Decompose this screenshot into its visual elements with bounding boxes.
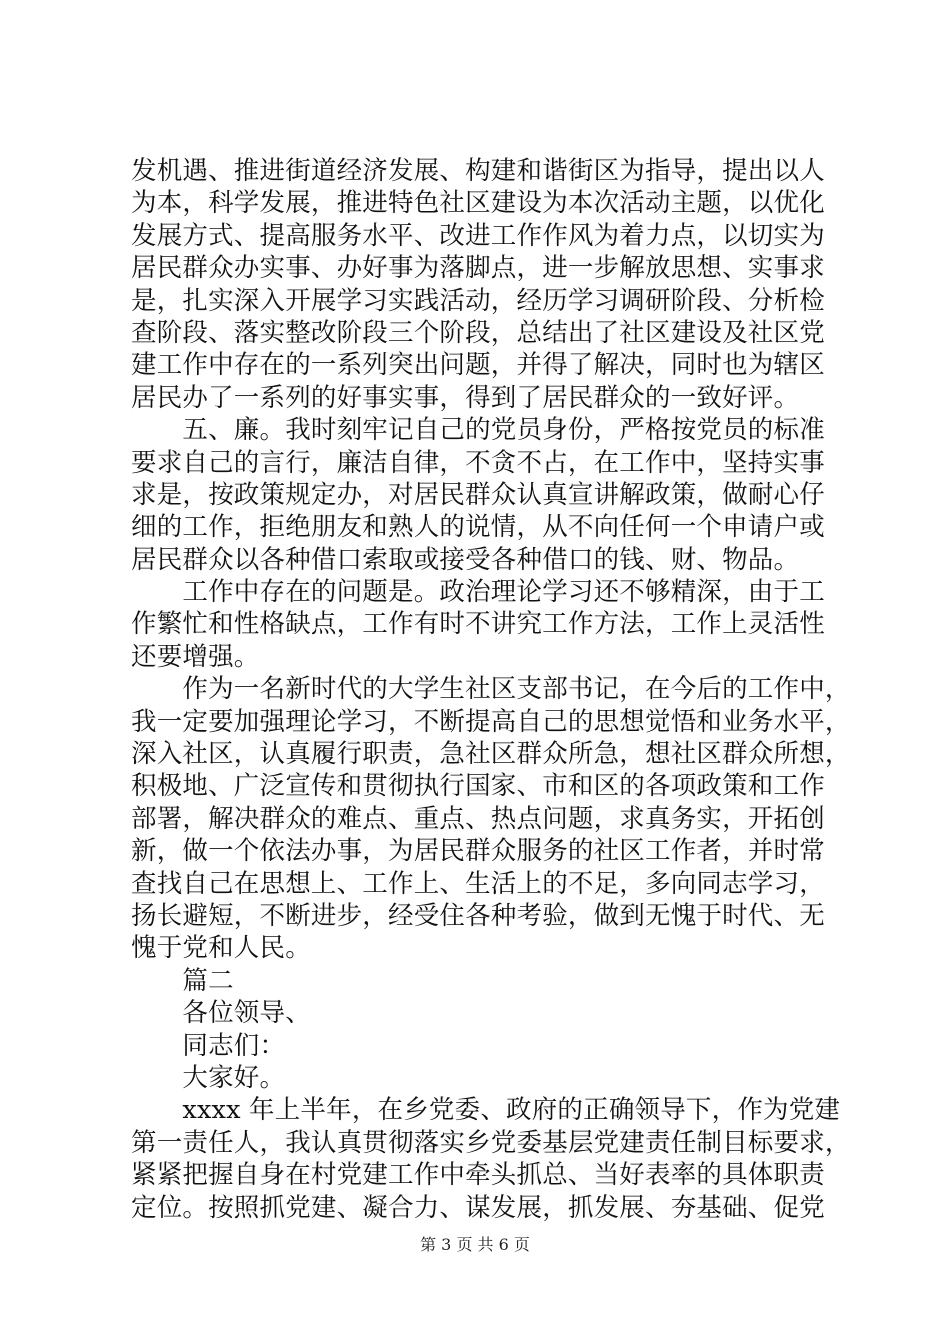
text-line: 查找自己在思想上、工作上、生活上的不足，多向同志学习， <box>131 868 825 899</box>
text-line: 发展方式、提高服务水平、改进工作作风为着力点，以切实为 <box>131 220 825 251</box>
greeting-line: 大家好。 <box>131 1062 286 1093</box>
text-line: 居民群众办实事、办好事为落脚点，进一步解放思想、实事求 <box>131 253 825 284</box>
text-line: 作繁忙和性格缺点，工作有时不讲究工作方法，工作上灵活性 <box>131 609 825 640</box>
text-line: 定位。按照抓党建、凝合力、谋发展，抓发展、夯基础、促党 <box>131 1192 825 1223</box>
text-line: 五、廉。我时刻牢记自己的党员身份，严格按党员的标准 <box>131 415 825 446</box>
text-line: 作为一名新时代的大学生社区支部书记，在今后的工作中， <box>131 674 851 705</box>
text-line: 积极地、广泛宣传和贯彻执行国家、市和区的各项政策和工作 <box>131 771 825 802</box>
section-heading: 篇二 <box>131 965 234 996</box>
text-line: 发机遇、推进街道经济发展、构建和谐街区为指导，提出以人 <box>131 156 825 186</box>
text-line: 深入社区，认真履行职责，急社区群众所急，想社区群众所想， <box>131 739 851 770</box>
text-line: 为本，科学发展，推进特色社区建设为本次活动主题，以优化 <box>131 188 825 219</box>
text-line: 要求自己的言行，廉洁自律，不贪不占，在工作中，坚持实事 <box>131 447 825 478</box>
text-line: 居民群众以各种借口索取或接受各种借口的钱、财、物品。 <box>131 544 800 575</box>
page-number-footer: 第 3 页 共 6 页 <box>420 1235 530 1254</box>
text-line: 建工作中存在的一系列突出问题，并得了解决，同时也为辖区 <box>131 350 825 381</box>
text-line: 还要增强。 <box>131 641 260 672</box>
text-line: 我一定要加强理论学习，不断提高自己的思想觉悟和业务水平， <box>131 706 851 737</box>
document-body <box>131 155 851 1224</box>
text-line: 扬长避短，不断进步，经受住各种考验，做到无愧于时代、无 <box>131 900 825 931</box>
salutation-line: 各位领导、 <box>131 998 311 1029</box>
text-line: 查阶段、落实整改阶段三个阶段，总结出了社区建设及社区党 <box>131 317 825 348</box>
text-line: xxxx 年上半年，在乡党委、政府的正确领导下，作为党建 <box>131 1095 841 1126</box>
text-line: 新，做一个依法办事，为居民群众服务的社区工作者，并时常 <box>131 836 825 867</box>
text-line: 居民办了一系列的好事实事，得到了居民群众的一致好评。 <box>131 382 800 413</box>
text-line: 部署，解决群众的难点、重点、热点问题，求真务实，开拓创 <box>131 803 825 834</box>
text-line: 细的工作，拒绝朋友和熟人的说情，从不向任何一个申请户或 <box>131 512 825 543</box>
text-line: 工作中存在的问题是。政治理论学习还不够精深，由于工 <box>131 577 825 608</box>
text-line: 第一责任人，我认真贯彻落实乡党委基层党建责任制目标要求， <box>131 1127 851 1158</box>
salutation-line: 同志们： <box>131 1030 286 1061</box>
text-line: 愧于党和人民。 <box>131 933 311 964</box>
text-line: 求是，按政策规定办，对居民群众认真宣讲解政策，做耐心仔 <box>131 479 825 510</box>
text-line: 是，扎实深入开展学习实践活动，经历学习调研阶段、分析检 <box>131 285 825 316</box>
text-line: 紧紧把握自身在村党建工作中牵头抓总、当好表率的具体职责 <box>131 1160 825 1191</box>
